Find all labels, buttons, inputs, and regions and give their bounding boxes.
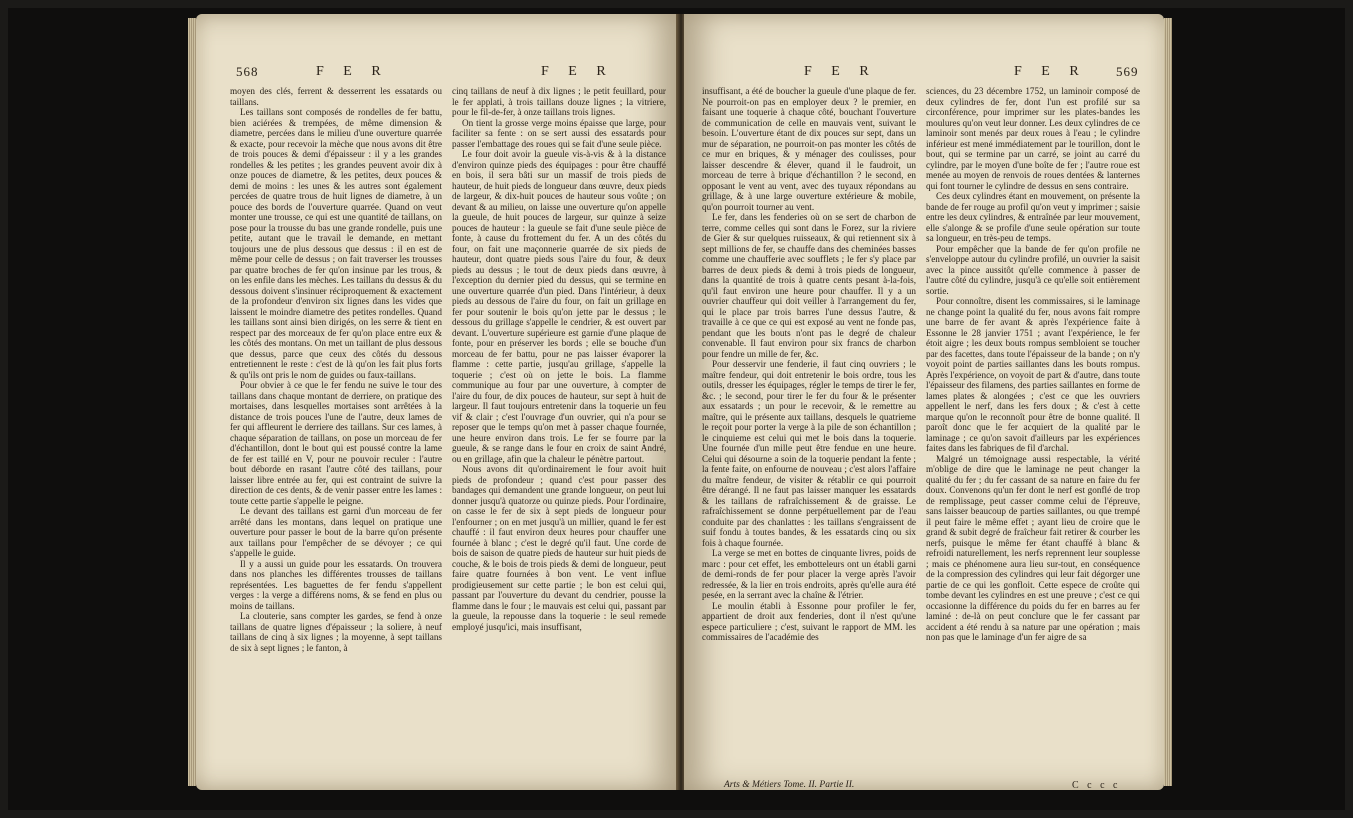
left-running-title-2: F E R — [541, 64, 614, 79]
paragraph: Pour obvier à ce que le fer fendu ne suive le tour des taillans dans chaque montant de derriere, on pratique des mortaises, dans lesquelles mortaises sont arrêtées à la distance de trois pouces l'une de l'autre, deux lames de fer qui affleurent le derriere des taillans. Sur ces lames, à chaque séparation de taillans, on pose un morceau de fer d'échantillon, dont le bout qui est poussé contre la lame de fer est taillé en V, pour ne pouvoir reculer : l'autre bout déborde en rasant l'autre côté des taillans, pour laisser libre entrée au fer, qui est contraint de suivre la direction de ces dents, & de venir passer entre les lames : toute cette partie s'appelle le peigne. — [230, 380, 442, 506]
left-page-edges — [188, 18, 196, 786]
right-page-number: 569 — [1116, 64, 1139, 79]
paragraph: Il y a aussi un guide pour les essatards. On trouvera dans nos planches les différentes trousses de taillans représentées. Les baguettes de fer fendu s'appellent verges : la verge a différens noms, & se fend en plus ou moins de taillans. — [230, 558, 442, 611]
paragraph: Nous avons dit qu'ordinairement le four avoit huit pieds de profondeur ; quand c'est pour passer des bandages qui demandent une grande longueur, on peut lui donner jusqu'à quatorze ou quinze pieds. Pour l'ordinaire, on casse le fer de six à sept pieds de longueur pour l'enfourner ; on en met jusqu'à un millier, quand le fer est chauffé : il faut environ deux heures pour chauffer une fournée à blanc ; c'est le degré qu'il faut. Une corde de bois de saison de quatre pieds de hauteur sur huit pieds de couche, & le bois de trois pieds & demi de longueur, peut faire quatre fournées à bon vent. Le vent influe prodigieusement sur cette partie ; le bon est celui qui, passant par l'ouverture du devant du cendrier, pousse la flamme dans le four ; le mauvais est celui qui, passant par la gueule, la repousse dans la toquerie : le seul remede employé jusqu'ici, mais insuffisant, — [452, 464, 666, 632]
right-running-title-2: F E R — [1014, 64, 1087, 79]
paragraph: sciences, du 23 décembre 1752, un laminoir composé de deux cylindres de fer, dont l'un est profilé sur sa circonférence, pour imprimer sur les plates-bandes les moulures qu'on veut leur donner. Les deux cylindres de ce laminoir sont menés par deux roues à l'eau ; le cylindre inférieur est mené immédiatement par le tourillon, dont le bout, qui se termine par un carré, se joint au carré du cylindre, par le moyen d'une boîte de fer ; l'autre roue est menée au moyen de renvois de roues dentées & lanternes qui font tourner le cylindre de dessus en sens contraire. — [926, 86, 1140, 191]
paragraph: La verge se met en bottes de cinquante livres, poids de marc : pour cet effet, les embotteleurs ont un établi garni de demi-ronds de fer pour placer la verge après l'avoir redressée, & la lier en trois endroits, après qu'elle aura été pesée, en la serrant avec la chaîne & l'étrier. — [702, 548, 916, 600]
paragraph: La clouterie, sans compter les gardes, se fend à onze taillans de quatre lignes d'épaisseur ; la soliere, à neuf taillans de cinq à six lignes ; la moyenne, à sept taillans de six à sept lignes ; le fanton, à — [230, 611, 442, 653]
signature-mark: C c c c — [1072, 780, 1121, 790]
paragraph: Le devant des taillans est garni d'un morceau de fer arrêté dans les montans, dans lequel on pratique une ouverture pour passer le bout de la barre qu'on présente aux taillans pour l'empêcher de se dévoyer ; ce qui s'appelle le guide. — [230, 506, 442, 558]
right-page-edges — [1164, 18, 1172, 786]
paragraph: Les taillans sont composés de rondelles de fer battu, bien aciérées & trempées, de même dimension & diametre, percées dans le milieu d'une ouverture quarrée & exacte, pour recevoir la mèche que nous avons dit être de trois pouces & demi d'épaisseur : il y a les grandes rondelles & les petites ; les grandes peuvent avoir dix à onze pouces de diametre, & les petites, deux pouces & demi de moins : les unes & les autres sont également percées de quatre trous de huit lignes de diametre, à un pouce des bords de l'ouverture quarrée. Quand on veut monter une trousse, ce qui est une quantité de taillans, on pose pour la trousse du bas une grande rondelle, puis une petite, autant que le travail le demande, en mettant toujours une de plus dessous que dessus : il en est de même pour celle de dessus ; on fait traverser les trousses par quatre broches de fer qu'on insinue par les trous, & on les enfile dans les mèches. Les taillans du dessus & du dessous doivent s'insinuer réciproquement & exactement de la profondeur d'environ six lignes dans les vides que laissent le moindre diametre des petites rondelles. Quand les taillans sont ainsi bien dirigés, on les serre & tient en respect par des morceaux de fer qu'on place entre eux & les côtés des montans. On met un taillant de plus dessous que dessus, parce que ceux des côtés du dessous entretiennent le reste : c'est de là qu'on les fait plus forts & qu'ils ont pris le nom de guides ou faux-taillans. — [230, 107, 442, 380]
left-column-2 — [452, 86, 666, 786]
paragraph: Le moulin établi à Essonne pour profiler le fer, appartient de droit aux fenderies, dont il n'est qu'une espece particuliere ; c'est, suivant le rapport de MM. les commissaires de l'académie des — [702, 600, 916, 642]
left-page — [196, 14, 678, 790]
left-column-1 — [230, 86, 442, 786]
paragraph: Pour empêcher que la bande de fer qu'on profile ne s'enveloppe autour du cylindre profilé, un ouvrier la saisit avec la pince aussitôt qu'elle commence à passer de l'autre côté du cylindre, jusqu'à ce qu'elle soit entièrement sortie. — [926, 243, 1140, 296]
paragraph: cinq taillans de neuf à dix lignes ; le petit feuillard, pour le fer applati, à trois taillans douze lignes ; la vitriere, pour le fil-de-fer, à onze taillans trois lignes. — [452, 86, 666, 117]
right-column-1 — [702, 86, 916, 778]
paragraph: Pour connoître, disent les commissaires, si le laminage ne change point la qualité du fer, nous avons fait rompre une barre de fer avant & après l'expérience faite à Essonne le 28 janvier 1751 ; avant l'expérience, le fer étoit aigre ; les deux bouts rompus sembloient se toucher par des facettes, dans toute l'épaisseur de la bande ; on n'y voyoit point de parties saillantes dans les bouts rompus. Après l'expérience, on voyoit de part & d'autre, dans toute l'épaisseur des filamens, des parties saillantes en forme de lames plates & alongées ; c'est ce que les ouvriers appellent le nerf, dans les fers doux ; & c'est à cette marque qu'on le reconnoît pour être de bonne qualité. Il paroît donc que le fer acquiert de la qualité par le laminage ; ce qu'on savoit d'ailleurs par les expériences faites dans les fabriques de fil d'archal. — [926, 296, 1140, 453]
paragraph: Malgré un témoignage aussi respectable, la vérité m'oblige de dire que le laminage ne peut changer la qualité du fer ; du fer cassant de sa nature en faire du fer doux. Convenons qu'un fer dont le nerf est gonflé de trop de remplissage, peut casser comme celui de l'épreuve, sans laisser beaucoup de parties saillantes, ou que trempé il peut faire le même effet ; ayant lieu de croire que le grand & subit degré de fraîcheur fait retirer & courber les nerfs, puisque le même fer étant chauffé à blanc & refroidi naturellement, les nerfs reprennent leur souplesse ; mais ce phénomene aura lieu sur-tout, en conséquence de la compression des cylindres qui leur fait dégorger une partie de ce qui les gonfloit. Cette espece de croûte qui tombe devant les cylindres en est une preuve ; c'est ce qui occasionne la différence du poids du fer en barres au fer laminé : de-là on peut conclure que le fer cassant par accident a été rendu à sa nature par une opération ; mais non pas que le laminage d'un fer aigre de sa — [926, 453, 1140, 642]
paragraph: Le four doit avoir la gueule vis-à-vis & à la distance d'environ quinze pieds des équipages : pour être chauffé en bois, il sera bâti sur un massif de trois pieds de hauteur, de huit pieds de longueur dans œuvre, deux pieds de largeur, & dix-huit pouces de hauteur sous voûte ; on devant & au milieu, on laisse une ouverture qu'on appelle la gueule, de huit pouces de largeur, sur quinze à seize pouces de hauteur : la gueule se fait d'une seule pièce de fonte, à cause du frottement du fer. A un des côtés du four, on fait une maçonnerie quarrée de six pieds de hauteur, dont quatre pieds sous l'aire du four, & deux pieds au dessus ; le tout de deux pieds dans œuvre, à l'exception du dernier pied du dessus, qui se termine en une ouverture quarrée d'un pied. Dans l'intérieur, à deux pieds au dessous de l'aire du four, on fait un grillage en fer pour soutenir le bois qu'on jette par le dessus ; le dessous du grillage s'appelle le cendrier, & est ouvert par devant. L'ouverture supérieure est garnie d'une plaque de fonte, pour en préserver les bords ; elle se bouche d'un morceau de fer battu, pour ne pas laisser évaporer la flamme : cette partie, jusqu'au grillage, s'appelle la toquerie ; c'est où on jette le bois. La flamme communique au four par une ouverture, à compter de l'aire du four, de dix pouces de hauteur, sur sept à huit de largeur. Il faut toujours entretenir dans la toquerie un feu vif & clair ; c'est l'ouvrage d'un ouvrier, qui n'a pour se reposer que le temps qu'on met à passer chaque fournée, une heure environ dans trois. Le fer se fourre par la gueule, & se range dans le four en croix de saint André, ou en grillage, afin que la chaleur le pénètre partout. — [452, 149, 666, 464]
paragraph: Ces deux cylindres étant en mouvement, on présente la bande de fer rouge au profil qu'on veut y imprimer ; saisie entre les deux cylindres, & entraînée par leur mouvement, elle s'alonge & se profile d'une seule opération sur toute sa longueur, en très-peu de temps. — [926, 191, 1140, 243]
paragraph: insuffisant, a été de boucher la gueule d'une plaque de fer. Ne pourroit-on pas en employer deux ? le premier, en faisant une toquerie à chaque côté, bouchant l'ouverture de communication de celle en mauvais vent, suivant le besoin. L'ouverture étant de dix pouces sur sept, dans un mur de séparation, ne pourroit-on pas monter les côtés de ce mur en briques, & y ménager des coulisses, pour laisser descendre & élever, quand il le faudroit, un morceau de terre à brique d'échantillon ? le second, en opposant le vent au vent, avec des tuyaux répondans au grillage, & à une large ouverture extérieure & mobile, qu'on pourroit tourner au vent. — [702, 86, 916, 212]
right-running-title-1: F E R — [804, 64, 877, 79]
right-column-2 — [926, 86, 1140, 786]
paragraph: Le fer, dans les fenderies où on se sert de charbon de terre, comme celles qui sont dans le Forez, sur la riviere de Gier & sur quelques ruisseaux, & qui retiennent six à sept millions de fer, se chauffe dans des cheminées basses comme une chaufferie avec soufflets ; le fer s'y place par barres de deux pieds & demi à trois pieds de longueur, dans la quantité de trois à quatre cents pesant à-la-fois, qu'il faut environ une heure pour chauffer. Il y a un ouvrier chauffeur qui doit veiller à l'arrangement du fer, qui le place par trois barres l'une dessus l'autre, & travaille à ce que ce qui est exposé au vent ne fonde pas, pendant que les bouts n'ont pas le degré de chaleur convenable. Il faut environ pour six francs de charbon pour fendre un mille de fer, &c. — [702, 212, 916, 359]
right-page — [684, 14, 1164, 790]
paragraph: Pour desservir une fenderie, il faut cinq ouvriers ; le maître fendeur, qui doit entretenir le bois ordre, tous les outils, dresser les équipages, régler le temps de tirer le fer, &c. ; le second, pour tirer le fer du four & le présenter aux essatards ; un pour le recevoir, & le remettre au maître, qui le présente aux taillans, desquels le quatrieme le reçoit pour porter la verge à la pile de son échantillon ; le cinquieme est celui qui met le bois dans la toquerie. Une fournée d'un mille peut être fendue en une heure. Celui qui désourne a soin de la toquerie pendant la fente ; la fente faite, on enfourne de nouveau ; c'est alors l'affaire du maître fendeur, de visiter & rétablir ce qui pourroit être dérangé. Il ne faut pas laisser manquer les essatards & les taillans de rafraîchissement & de graisse. Le rafraîchissement se donne perpétuellement par de l'eau conduite par des chanlattes : les taillans s'engraissent de suif fondu à toutes bandes, & les essatards cinq ou six fois à chaque fournée. — [702, 359, 916, 548]
page-footer: Arts & Métiers Tome. II. Partie II. — [724, 780, 855, 790]
left-page-number: 568 — [236, 64, 259, 79]
paragraph: On tient la grosse verge moins épaisse que large, pour faciliter sa fente : on se sert aussi des essatards pour passer l'embattage des roues qui se fait d'une seule pièce. — [452, 117, 666, 149]
left-running-title-1: F E R — [316, 64, 389, 79]
paragraph: moyen des clés, ferrent & desserrent les essatards ou taillans. — [230, 86, 442, 107]
